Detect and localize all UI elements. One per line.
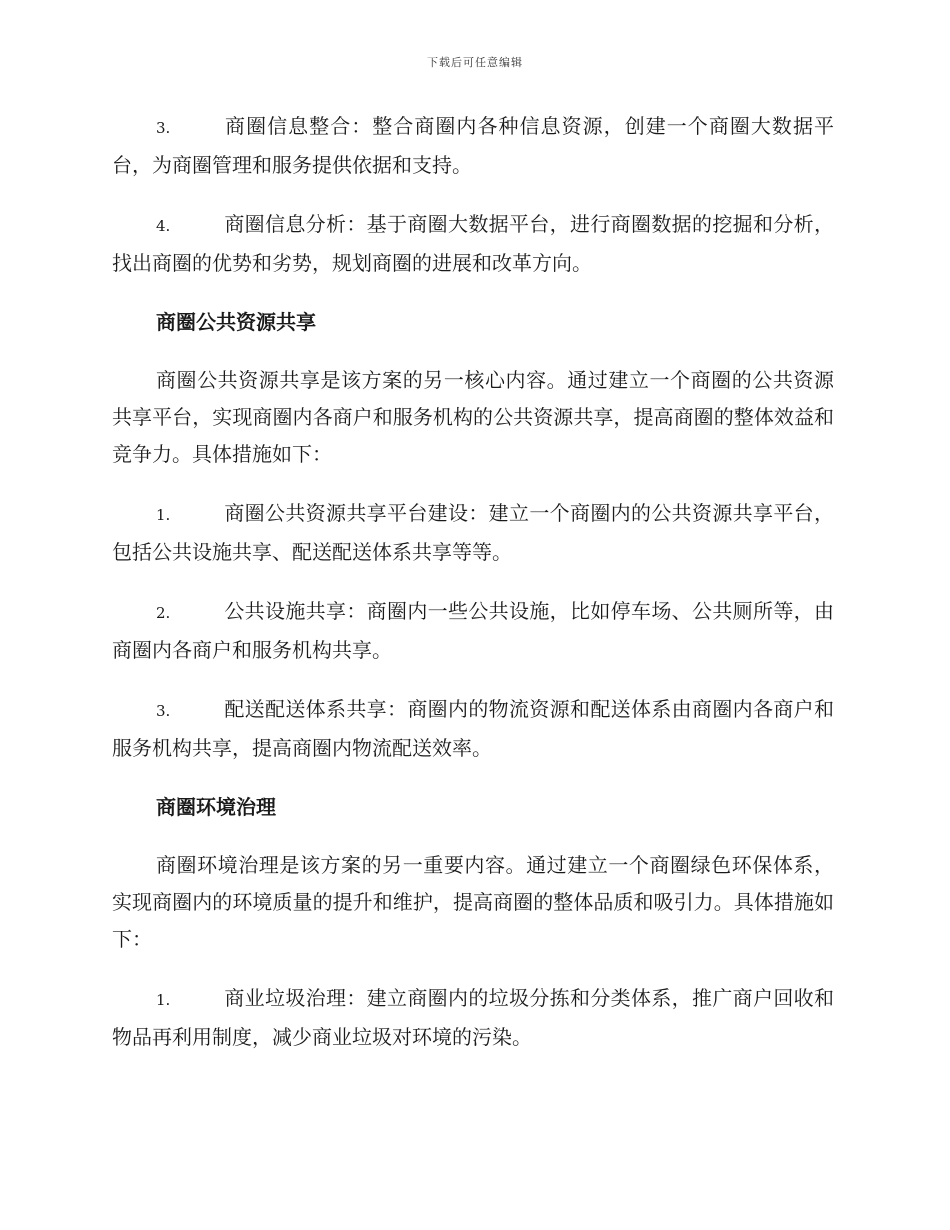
list-item <box>112 593 834 669</box>
page-header: 下载后可任意编辑 <box>427 56 523 69</box>
section-heading: 商圈环境治理 <box>156 795 276 819</box>
list-item <box>112 108 834 184</box>
list-number: 1. <box>156 506 171 524</box>
list-item-text: 商业垃圾治理：建立商圈内的垃圾分拣和分类体系，推广商户回收和物品再利用制度，减少商业垃圾对环境的污染。 <box>112 986 834 1049</box>
paragraph: 商圈公共资源共享是该方案的另一核心内容。通过建立一个商圈的公共资源共享平台，实现商圈内各商户和服务机构的公共资源共享，提高商圈的整体效益和竞争力。具体措施如下： <box>112 368 834 466</box>
list-number: 3. <box>156 119 171 137</box>
section-heading: 商圈公共资源共享 <box>156 310 316 334</box>
list-number: 1. <box>156 991 171 1009</box>
list-item <box>112 206 834 282</box>
list-item <box>112 691 834 767</box>
list-item-text: 商圈信息整合：整合商圈内各种信息资源，创建一个商圈大数据平台，为商圈管理和服务提供依据和支持。 <box>112 114 834 177</box>
paragraph: 商圈环境治理是该方案的另一重要内容。通过建立一个商圈绿色环保体系，实现商圈内的环境质量的提升和维护，提高商圈的整体品质和吸引力。具体措施如下： <box>112 853 834 951</box>
list-number: 4. <box>156 217 171 235</box>
list-number: 2. <box>156 604 171 622</box>
list-item-text: 商圈公共资源共享平台建设：建立一个商圈内的公共资源共享平台，包括公共设施共享、配送配送体系共享等等。 <box>112 501 834 564</box>
list-item <box>112 495 834 571</box>
list-item-text: 商圈信息分析：基于商圈大数据平台，进行商圈数据的挖掘和分析，找出商圈的优势和劣势，规划商圈的进展和改革方向。 <box>112 212 834 275</box>
list-item-text: 配送配送体系共享：商圈内的物流资源和配送体系由商圈内各商户和服务机构共享，提高商圈内物流配送效率。 <box>112 697 834 760</box>
list-number: 3. <box>156 702 171 720</box>
list-item-text: 公共设施共享：商圈内一些公共设施，比如停车场、公共厕所等，由商圈内各商户和服务机构共享。 <box>112 599 834 662</box>
list-item <box>112 980 834 1056</box>
document-body <box>112 108 834 1078</box>
